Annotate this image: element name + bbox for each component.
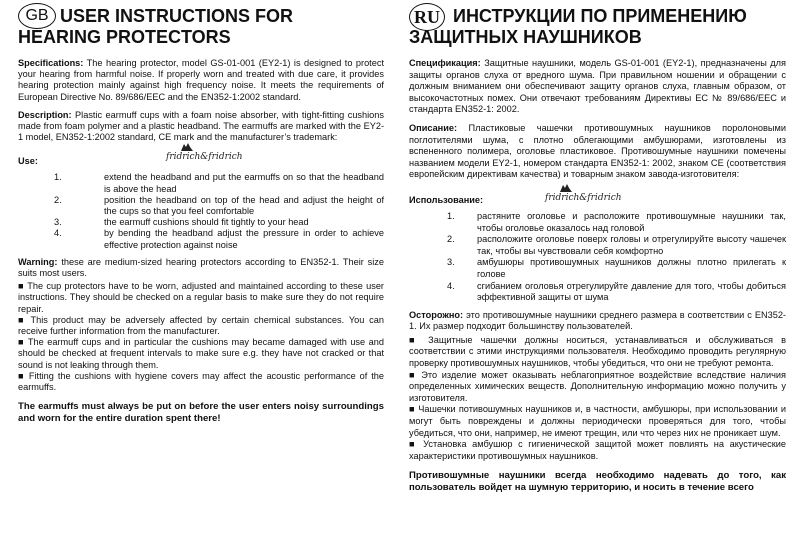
ru-desc-text: Пластиковые чашечки противошумных наушников поролоновыми поглотителями шума, с плотно облегающими амбушюрами, изготовлены из вспененного полимера, оголовье пластиковое. Противошумные наушники помечены названием модели EY2-1, номером стандарта EN352-1: 2002, знаком CE (соответствия европейским директивам качества) и товарным знаком завода-изготовителя: — [409, 122, 786, 180]
fox-logo-icon — [180, 142, 194, 152]
gb-step-text: the earmuff cushions should fit tightly to your head — [104, 217, 309, 228]
gb-title-line2: HEARING PROTECTORS — [18, 27, 231, 47]
gb-steps — [18, 172, 384, 250]
gb-spec-label: Specifications: — [18, 58, 84, 68]
ru-step — [409, 234, 786, 257]
gb-header — [18, 0, 384, 58]
ru-language-badge: RU — [409, 3, 445, 31]
ru-use-label: Использование: — [409, 194, 484, 205]
gb-step-text: position the headband on top of the head and adjust the height of the cups so that you feel comfortable — [104, 194, 384, 217]
ru-step-text: амбушюры противошумных наушников должны плотно прилегать к голове — [477, 257, 786, 279]
gb-warning-text: these are medium-sized hearing protectors according to EN352-1. Their size suits most users. — [18, 256, 384, 279]
gb-desc-text: Plastic earmuff cups with a foam noise absorber, with tight-fitting cushions made from foam polymer and a plastic headband. The earmuffs are marked with the EY2-1 model, EN352-1:2002 standard, CE mark and the manufacturer’s trademark: — [18, 109, 384, 143]
gb-step-number: 3. — [54, 217, 62, 228]
ru-spec-text: Защитные наушники, модель GS-01-001 (EY2-1), предназначены для защиты органов слуха от вредного шума. При правильном ношении и обращении с должным вниманием они обеспечивают защиту органов слуха, главным образом, от высокочастотных помех. Они отвечают требованиям Директивы ЕС № 89/686/EEC и стандарта EN352-1: 2002. — [409, 58, 786, 115]
ru-step — [409, 257, 786, 280]
gb-step-number: 2. — [54, 194, 62, 205]
ru-step — [409, 211, 786, 234]
ru-step-text: сгибанием оголовья отрегулируйте давление для того, чтобы добиться эффективной защиты от шума — [477, 280, 786, 303]
gb-step-text: extend the headband and put the earmuffs on so that the headband is above the head — [104, 172, 384, 194]
gb-specifications — [18, 58, 384, 103]
gb-step-number: 4. — [54, 228, 62, 239]
ru-warning — [409, 310, 786, 333]
ru-steps — [409, 211, 786, 304]
gb-use-section — [18, 150, 384, 172]
gb-language-badge: GB — [18, 3, 56, 29]
gb-step — [18, 228, 384, 250]
ru-step-number: 2. — [447, 234, 455, 245]
ru-bullet: ■ Чашечки потивошумных наушников и, в частности, амбушюры, при использовании и могут быть повреждены и должны периодически проверяться для того, чтобы убедиться, что они, например, не имеют трещин, или что через них не проникает шум. — [409, 404, 786, 438]
ru-bullet: ■ Установка амбушюр с гигиенической защитой может повлиять на акустические характеристики противошумных наушников. — [409, 439, 786, 461]
gb-column — [18, 0, 384, 432]
ru-warning-text: это противошумные наушники среднего размера в соответствии с EN352-1. Их размер подходит большинству пользователей. — [409, 309, 786, 332]
fox-logo-icon — [559, 183, 573, 193]
gb-warning-label: Warning: — [18, 256, 58, 267]
ru-column — [409, 0, 786, 501]
gb-logo-text: fridrich&fridrich — [166, 152, 243, 163]
gb-step — [18, 195, 384, 217]
ru-step-number: 1. — [447, 210, 455, 221]
gb-body — [18, 58, 384, 425]
gb-trademark-logo — [166, 142, 243, 163]
gb-step — [18, 217, 384, 228]
ru-step-number: 4. — [447, 280, 455, 291]
gb-bullet: ■ The cup protectors have to be worn, adjusted and maintained according to these user instructions. They should be checked on a regular basis to make sure they do not require repair. — [18, 281, 384, 314]
ru-step-text: растяните оголовье и расположите противошумные наушники так, чтобы оголовье оказалось над головой — [477, 210, 786, 233]
gb-title-line1: USER INSTRUCTIONS FOR — [60, 6, 294, 26]
ru-use-section — [409, 189, 786, 211]
ru-warning-label: Осторожно: — [409, 309, 464, 320]
ru-trademark-logo — [545, 183, 622, 205]
ru-desc-label: Описание: — [409, 122, 458, 133]
ru-logo-text: fridrich&fridrich — [545, 192, 622, 203]
ru-body — [409, 58, 786, 494]
gb-final-note: The earmuffs must always be put on before the user enters noisy surroundings and worn for the entire duration spent there! — [18, 401, 384, 425]
ru-bullet: ■ Это изделие может оказывать неблагоприятное воздействие вследствие наличия определенных химических веществ. Дополнительную информацию можно получить у изготовителя. — [409, 369, 786, 403]
ru-title-line2: ЗАЩИТНЫХ НАУШНИКОВ — [409, 27, 642, 47]
ru-bullet: ■ Защитные чашечки должны носиться, устанавливаться и обслуживаться в соответствии с этими инструкциями пользователя. Необходимо проводить регулярную проверку противошумных наушников, чтобы убедиться, что они не требуют ремонта. — [409, 334, 786, 369]
gb-desc-label: Description: — [18, 109, 72, 120]
gb-step-number: 1. — [54, 172, 62, 183]
gb-warning — [18, 257, 384, 279]
gb-bullet: ■ Fitting the cushions with hygiene covers may affect the acoustic performance of the earmuffs. — [18, 370, 384, 393]
ru-header — [409, 0, 786, 58]
ru-specifications — [409, 58, 786, 116]
gb-description — [18, 110, 384, 144]
ru-final-note: Противошумные наушники всегда необходимо надевать до того, как пользователь войдет на шумную территорию, и носить в течение всего — [409, 470, 786, 494]
gb-bullet: ■ The earmuff cups and in particular the cushions may became damaged with use and should be checked at frequent intervals to make sure e.g. they have not cracked or that sound is not leaking through them. — [18, 337, 384, 370]
ru-step — [409, 281, 786, 304]
ru-title-line1: ИНСТРУКЦИИ ПО ПРИМЕНЕНИЮ — [453, 6, 747, 26]
ru-description — [409, 123, 786, 181]
ru-title — [409, 6, 747, 48]
gb-step-text: by bending the headband adjust the pressure in order to achieve effective protection against noise — [104, 228, 384, 250]
ru-step-number: 3. — [447, 257, 455, 268]
ru-step-text: расположите оголовье поверх головы и отрегулируйте высоту чашечек так, чтобы вы чувствовали себя комфортно — [477, 234, 786, 256]
gb-spec-text: The hearing protector, model GS-01-001 (EY2-1) is designed to protect your hearing from harmful noise. If properly worn and treated with due care, it provides hearing protection mainly against high frequency noise. It meets the requirements of European Directive No. 89/686/EEC and the EN352-1:2002 standard. — [18, 58, 384, 102]
gb-bullet: ■ This product may be adversely affected by certain chemical substances. You can receive further information from the manufacturer. — [18, 314, 384, 337]
ru-spec-label: Спецификация: — [409, 58, 481, 68]
gb-title — [18, 6, 293, 48]
gb-step — [18, 172, 384, 194]
gb-use-label: Use: — [18, 156, 38, 167]
